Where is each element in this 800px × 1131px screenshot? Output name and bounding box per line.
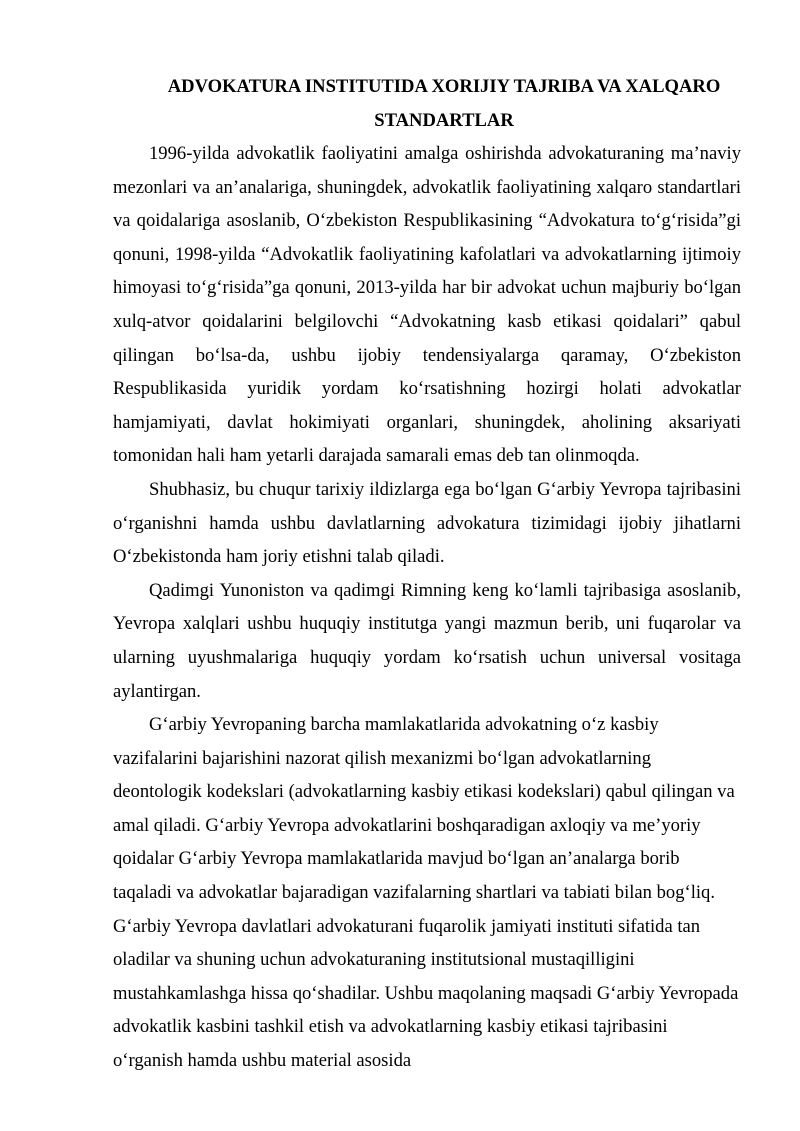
document-title: ADVOKATURA INSTITUTIDA XORIJIY TAJRIBA VA XALQARO STANDARTLAR <box>167 76 721 131</box>
paragraph-2: Shubhasiz, bu chuqur tarixiy ildizlarga ega bo‘lgan G‘arbiy Yevropa tajribasini o‘rganishni hamda ushbu davlatlarning advokatura tizimidagi ijobiy jihatlarni O‘zbekistonda ham joriy etishni talab qiladi. <box>113 478 741 568</box>
paragraph-3: Qadimgi Yunoniston va qadimgi Rimning keng ko‘lamli tajribasiga asoslanib, Yevropa xalqlari ushbu huquqiy institutga yangi mazmun berib, uni fuqarolar va ularning uyushmalariga huquqiy yordam ko‘rsatish uchun universal vositaga aylantirgan. <box>113 579 741 702</box>
paragraph-1: 1996-yilda advokatlik faoliyatini amalga oshirishda advokaturaning ma’naviy mezonlari va an’analariga, shuningdek, advokatlik faoliyatining xalqaro standartlari va qoidalariga asoslanib, O‘zbekiston Respublikasining “Advokatura to‘g‘risida”gi qonuni, 1998-yilda “Advokatlik faoliyatining kafolatlari va advokatlarning ijtimoiy himoyasi to‘g‘risida”ga qonuni, 2013-yilda har bir advokat uchun majburiy bo‘lgan xulq-atvor qoidalarini belgilovchi “Advokatning kasb etikasi qoidalari” qabul qilingan bo‘lsa-da, ushbu ijobiy tendensiyalarga qaramay, O‘zbekiston Respublikasida yuridik yordam ko‘rsatishning hozirgi holati advokatlar hamjamiyati, davlat hokimiyati organlari, shuningdek, aholining aksariyati tomonidan hali ham yetarli darajada samarali emas deb tan olinmoqda. <box>113 143 741 467</box>
document-page <box>113 70 741 1078</box>
paragraph-4: G‘arbiy Yevropaning barcha mamlakatlarida advokatning o‘z kasbiy vazifalarini bajarishini nazorat qilish mexanizmi bo‘lgan advokatlarning deontologik kodekslari (advokatlarning kasbiy etikasi kodekslari) qabul qilingan va amal qiladi. G‘arbiy Yevropa advokatlarini boshqaradigan axloqiy va me’yoriy qoidalar G‘arbiy Yevropa mamlakatlarida mavjud bo‘lgan an’analarga borib taqaladi va advokatlar bajaradigan vazifalarning shartlari va tabiati bilan bog‘liq. G‘arbiy Yevropa davlatlari advokaturani fuqarolik jamiyati instituti sifatida tan oladilar va shuning uchun advokaturaning institutsional mustaqilligini mustahkamlashga hissa qo‘shadilar. Ushbu maqolaning maqsadi G‘arbiy Yevropada advokatlik kasbini tashkil etish va advokatlarning kasbiy etikasi tajribasini o‘rganish hamda ushbu material asosida <box>113 714 739 1072</box>
